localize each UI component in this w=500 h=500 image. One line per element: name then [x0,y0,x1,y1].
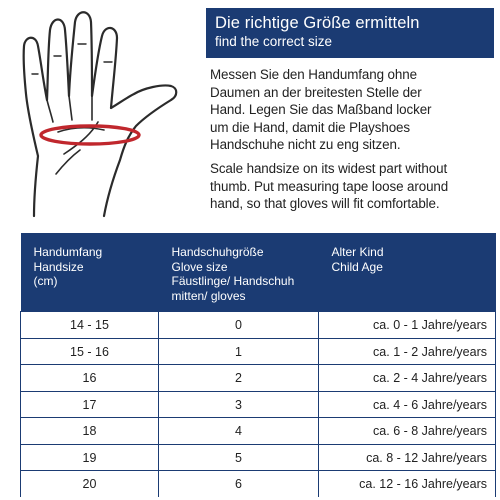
header-line: (cm) [33,274,58,289]
cell-handsize: 20 [21,471,159,498]
description-german-line: Messen Sie den Handumfang ohne [210,67,417,82]
description-english-line: Scale handsize on its widest part without [210,161,448,176]
cell-handsize: 16 [21,365,159,392]
header-line: Alter Kind [331,245,384,259]
cell-handsize: 15 - 16 [21,338,159,365]
hand-measure-illustration [6,4,196,219]
description-german-line: Handschuhe nicht zu eng sitzen. [210,137,401,153]
header-line: Handschuhgröße [171,245,264,259]
table-row [21,471,496,498]
header-line: Child Age [331,259,383,274]
description-german-line: Daumen an der breitesten Stelle der [210,84,422,100]
header-glove-size [159,233,319,312]
cell-glove-size: 5 [159,444,319,471]
cell-handsize: 18 [21,418,159,445]
table-row [21,418,496,445]
table-row [21,391,496,418]
header-handsize [21,233,159,312]
cell-glove-size: 2 [159,365,319,392]
header-line: Handumfang [33,245,103,259]
title-english: find the correct size [215,34,333,49]
description-german [210,66,498,154]
cell-handsize: 17 [21,391,159,418]
cell-child-age: ca. 8 - 12 Jahre/years [319,444,496,471]
cell-child-age: ca. 12 - 16 Jahre/years [319,471,496,498]
cell-child-age: ca. 6 - 8 Jahre/years [319,418,496,445]
cell-glove-size: 4 [159,418,319,445]
table-row [21,338,496,365]
title-german: Die richtige Größe ermitteln [215,14,420,32]
header-line: Handsize [33,259,84,274]
cell-glove-size: 6 [159,471,319,498]
size-table [20,233,496,497]
cell-child-age: ca. 2 - 4 Jahre/years [319,365,496,392]
header-line: Fäustlinge/ Handschuh [171,274,295,289]
table-row [21,365,496,392]
cell-glove-size: 1 [159,338,319,365]
cell-glove-size: 3 [159,391,319,418]
description-english-line: hand, so that gloves will fit comfortable. [210,196,440,212]
cell-handsize: 14 - 15 [21,312,159,339]
title-banner [206,8,494,58]
table-header-row [21,233,496,312]
table-row [21,312,496,339]
description-english [210,160,498,213]
cell-child-age: ca. 0 - 1 Jahre/years [319,312,496,339]
cell-glove-size: 0 [159,312,319,339]
cell-child-age: ca. 1 - 2 Jahre/years [319,338,496,365]
description-german-line: Hand. Legen Sie das Maßband locker [210,102,432,118]
cell-child-age: ca. 4 - 6 Jahre/years [319,391,496,418]
description-german-line: um die Hand, damit die Playshoes [210,119,411,135]
header-line: Glove size [171,259,228,274]
description-english-line: thumb. Put measuring tape loose around [210,178,449,194]
table-row [21,444,496,471]
cell-handsize: 19 [21,444,159,471]
header-child-age [319,233,496,312]
header-line: mitten/ gloves [171,288,246,303]
